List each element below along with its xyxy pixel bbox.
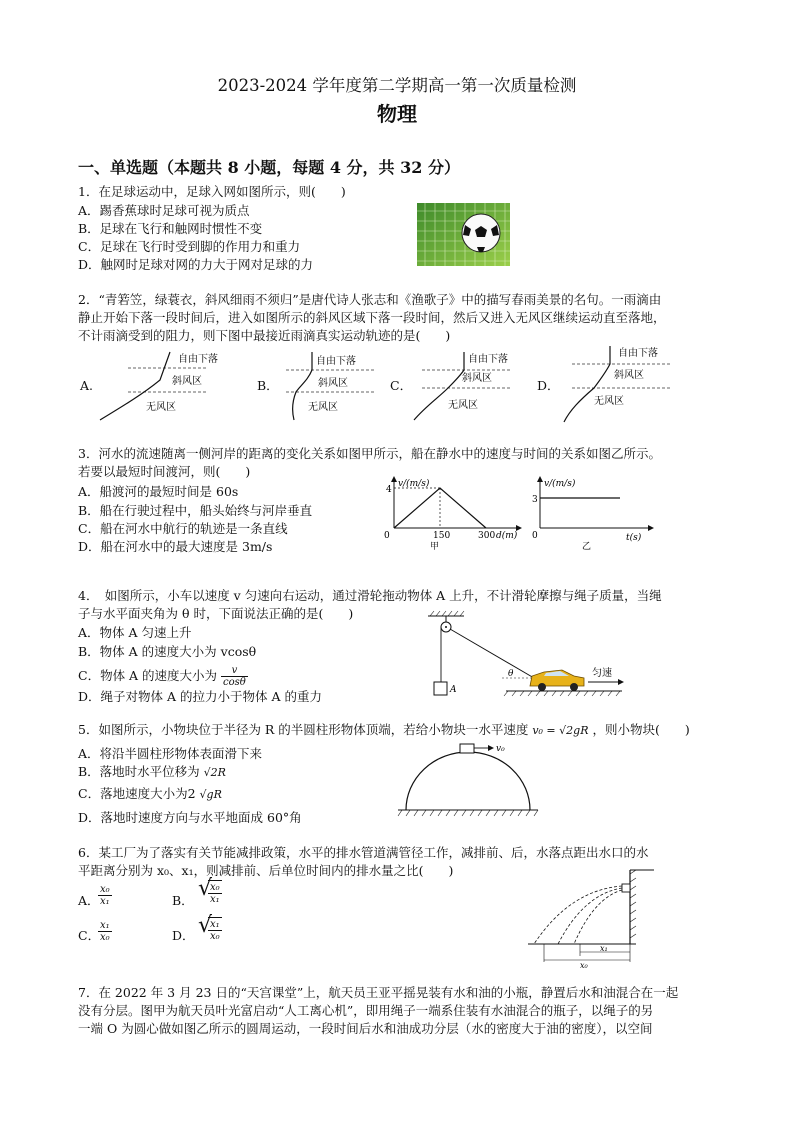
q4-option-b: B．物体 A 的速度大小为 vcosθ: [78, 644, 257, 659]
q3a-peak-x: 150: [433, 531, 451, 541]
q4-option-c-fraction: [221, 665, 248, 688]
q3-option-c: C．船在河水中航行的轨迹是一条直线: [78, 521, 288, 536]
q4-stem-line-1: 4． 如图所示，小车以速度 v 匀速向右运动，通过滑轮拖动物体 A 上升，不计滑轮摩擦与绳子质量，当绳: [78, 588, 662, 603]
q2-diagram-d: [560, 342, 675, 424]
q6-option-a-letter: A．: [78, 893, 100, 908]
q2d-label-wind: 斜风区: [614, 370, 644, 381]
q4-frac-den: cosθ: [223, 677, 246, 688]
section-heading: 一、单选题（本题共 8 小题，每题 4 分，共 32 分）: [78, 158, 460, 177]
q5-stem-prefix: 5．如图所示，小物块位于半径为 R 的半圆柱形物体顶端，若给小物块一水平速度: [78, 722, 529, 737]
q6-label-x1: x₁: [600, 944, 608, 953]
q3-option-b: B．船在行驶过程中，船头始终与河岸垂直: [78, 503, 313, 518]
q2c-label-nowind: 无风区: [448, 400, 478, 411]
q3-option-a: A．船渡河的最短时间是 60s: [78, 484, 239, 499]
q3-option-d: D．船在河水中的最大速度是 3m/s: [78, 539, 273, 554]
q7-stem-line-1: 7．在 2022 年 3 月 23 日的“天宫课堂”上，航天员王亚平摇晃装有水和油的小瓶，静置后水和油混合在一起: [78, 985, 679, 1000]
q4-label-motion: 匀速: [592, 668, 612, 679]
q6-option-c-fraction: [98, 920, 112, 943]
q6-option-a-fraction: [98, 884, 112, 907]
q5-option-a: A．将沿半圆柱形物体表面滑下来: [78, 746, 263, 761]
q2c-label-free: 自由下落: [468, 354, 508, 365]
q1-option-c: C．足球在飞行时受到脚的作用力和重力: [78, 239, 301, 254]
q3-graph-boat-speed: [528, 474, 658, 552]
q5-half-cylinder-diagram: [396, 740, 541, 820]
q7-stem-line-2: 没有分层。图甲为航天员叶光富启动“人工离心机”，即用绳子一端系住装有水油混合的瓶子，以绳子的另: [78, 1003, 654, 1018]
q2b-label-nowind: 无风区: [308, 402, 338, 413]
q4-frac-num: v: [221, 665, 248, 677]
q6a-num: x₀: [100, 884, 110, 895]
q3a-origin: 0: [384, 531, 390, 541]
q2-diagram-a: [98, 348, 223, 422]
q6b-den: x₁: [210, 894, 220, 905]
q3a-end-x: 300: [478, 531, 496, 541]
q3a-caption: 甲: [430, 542, 440, 552]
q5-option-c: [78, 786, 222, 803]
q5-stem: [78, 722, 690, 739]
q5-option-b: [78, 764, 226, 781]
q6-label-x0: x₀: [580, 961, 588, 970]
q3b-origin: 0: [532, 531, 538, 541]
q6-drainage-diagram: [520, 866, 660, 970]
q6c-num: x₁: [100, 920, 110, 931]
q2-stem-line-2: 静止开始下落一段时间后，进入如图所示的斜风区域下落一段时间，然后又进入无风区继续运动直至落地，: [78, 310, 666, 325]
q4-pulley-car-diagram: [422, 610, 632, 702]
q2d-label-free: 自由下落: [618, 348, 658, 359]
q6-stem-line-2: 平距离分别为 x₀、x₁，则减排前、后单位时间内的排水量之比( ): [78, 863, 454, 878]
q2-option-c-letter: C．: [390, 378, 413, 393]
subject-title: 物理: [377, 102, 417, 126]
q3-stem-line-1: 3．河水的流速随离一侧河岸的距离的变化关系如图甲所示，船在静水中的速度与时间的关系如图乙所示。: [78, 446, 661, 461]
q3b-ylabel: v/(m/s): [544, 479, 576, 489]
q4-label-angle: θ: [508, 669, 514, 679]
soccer-net-photo: [417, 203, 510, 266]
q2a-label-nowind: 无风区: [146, 402, 176, 413]
q3b-caption: 乙: [582, 542, 592, 552]
q3a-ylabel: v/(m/s): [398, 479, 430, 489]
q1-option-d: D．触网时足球对网的力大于网对足球的力: [78, 257, 314, 272]
q3b-xlabel: t(s): [626, 533, 642, 543]
exam-title: 2023-2024 学年度第二学期高一第一次质量检测: [217, 76, 577, 95]
q5-option-b-formula: √2R: [203, 766, 226, 779]
q5-stem-suffix: ，则小物块( ): [592, 722, 690, 737]
q2-diagram-c: [408, 348, 516, 422]
q1-stem: 1．在足球运动中，足球入网如图所示，则( ): [78, 184, 346, 199]
q6b-num: √ x₀: [210, 882, 220, 893]
block-a: [434, 682, 447, 695]
q2-option-b-letter: B．: [257, 378, 279, 393]
q2d-label-nowind: 无风区: [594, 396, 624, 407]
q3-graph-river-speed: [378, 474, 523, 552]
q5-option-d: D．落地时速度方向与水平地面成 60°角: [78, 810, 302, 825]
q1-option-b: B．足球在飞行和触网时惯性不变: [78, 221, 263, 236]
q6-option-d-fraction: [198, 917, 222, 942]
q4-stem-line-2: 子与水平面夹角为 θ 时，下面说法正确的是( ): [78, 606, 354, 621]
q7-stem-line-3: 一端 O 为圆心做如图乙所示的圆周运动，一段时间后水和油成功分层（水的密度大于油的密度），以空间: [78, 1021, 653, 1036]
q2a-label-free: 自由下落: [178, 354, 218, 365]
q5-option-c-text: C．落地速度大小为2: [78, 786, 196, 801]
q3-stem-line-2: 若要以最短时间渡河，则( ): [78, 464, 251, 479]
q2-option-d-letter: D．: [537, 378, 560, 393]
q2-option-a-letter: A.: [80, 378, 94, 393]
q5-label-v0: v₀: [496, 744, 505, 754]
q2c-label-wind: 斜风区: [462, 373, 492, 384]
q4-option-a: A．物体 A 匀速上升: [78, 625, 192, 640]
q3a-xlabel: d(m): [496, 531, 518, 541]
q5-option-c-formula: √gR: [199, 788, 222, 801]
q6-option-b-letter: B．: [172, 893, 194, 908]
q5-stem-formula: v₀ = √2gR: [532, 724, 589, 737]
q6-option-d-letter: D．: [172, 928, 195, 943]
q2b-label-free: 自由下落: [316, 356, 356, 367]
q3b-level: 3: [532, 495, 538, 505]
q1-option-a: A．踢香蕉球时足球可视为质点: [78, 203, 250, 218]
q2a-label-wind: 斜风区: [172, 376, 202, 387]
q6d-den: x₀: [210, 931, 220, 942]
q2-stem-line-1: 2．“青箬笠，绿蓑衣，斜风细雨不须归”是唐代诗人张志和《渔歌子》中的描写春雨美景的名句。一雨滴由: [78, 292, 662, 307]
car: [530, 670, 584, 691]
q6-option-b-fraction: [198, 880, 222, 905]
q6d-num: √ x₁: [210, 919, 220, 930]
q4-label-block: A: [450, 685, 457, 695]
q6c-den: x₀: [100, 932, 110, 943]
q4-option-d: D．绳子对物体 A 的拉力小于物体 A 的重力: [78, 689, 322, 704]
q2b-label-wind: 斜风区: [318, 378, 348, 389]
q6a-den: x₁: [100, 896, 110, 907]
q4-option-c: [78, 665, 248, 688]
q6-option-c-letter: C．: [78, 928, 101, 943]
q2-diagram-b: [278, 348, 378, 422]
drain-pipe: [622, 884, 630, 892]
small-block: [460, 744, 474, 753]
q3a-peak-y: 4: [386, 485, 392, 495]
q2-stem-line-3: 不计雨滴受到的阻力，则下图中最接近雨滴真实运动轨迹的是( ): [78, 328, 451, 343]
q5-option-b-text: B．落地时水平位移为: [78, 764, 200, 779]
q4-option-c-text: C．物体 A 的速度大小为: [78, 668, 218, 683]
q6-stem-line-1: 6．某工厂为了落实有关节能减排政策，水平的排水管道满管径工作，减排前、后，水落点距出水口的水: [78, 845, 649, 860]
